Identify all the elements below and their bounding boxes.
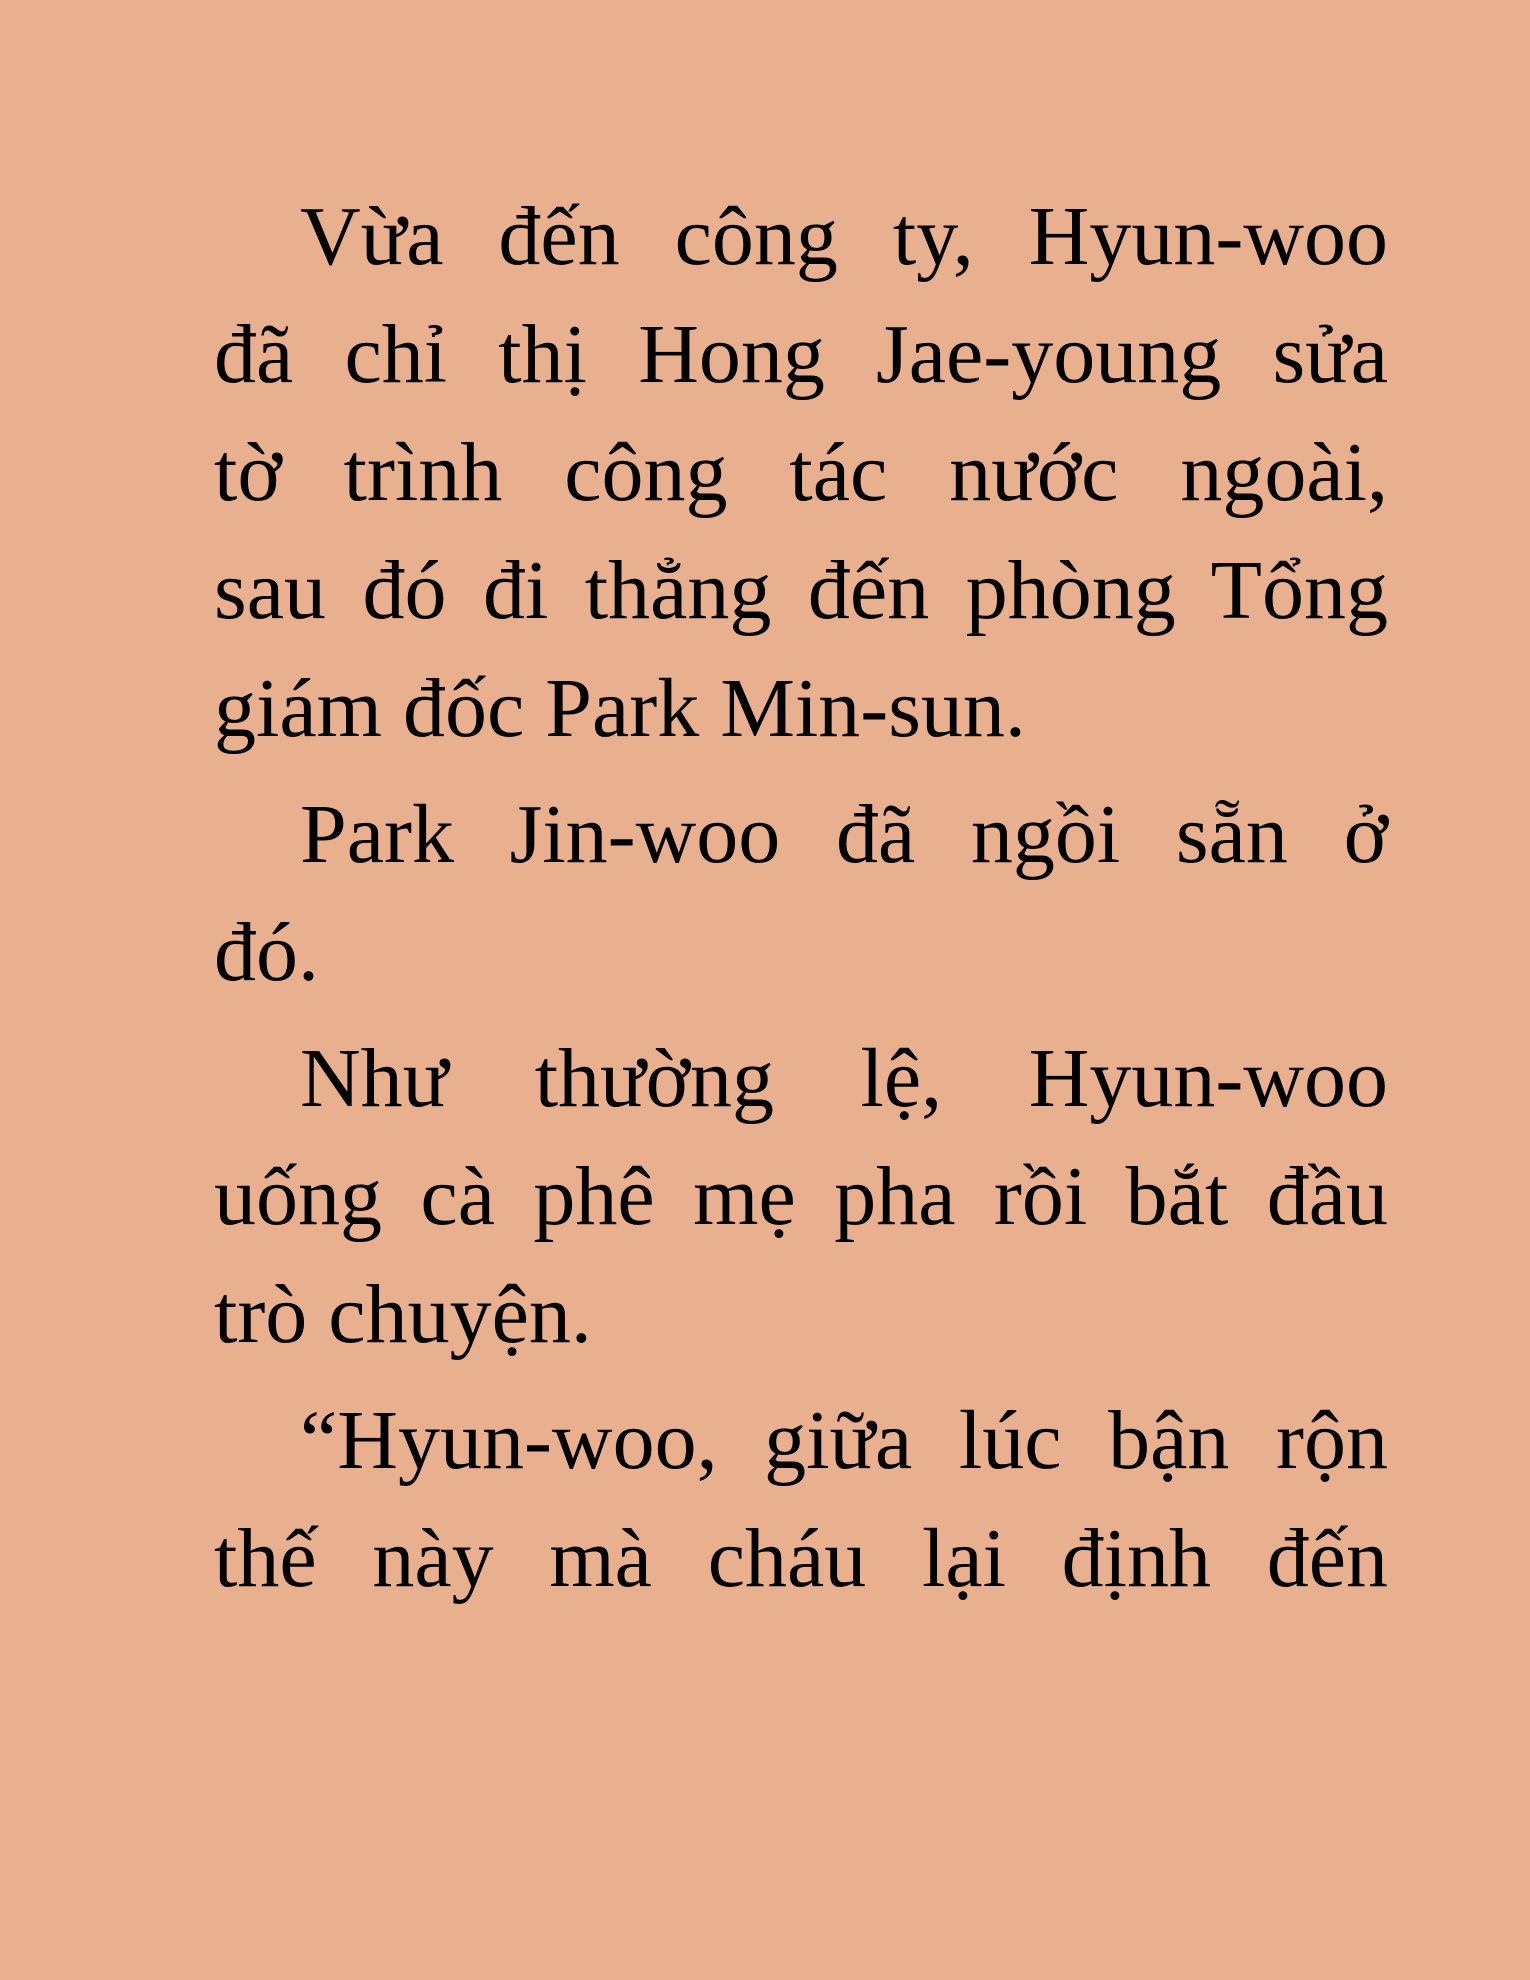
text-line: đó. <box>214 906 319 999</box>
text-line: tờ trình công tác nước ngoài, <box>214 426 1388 519</box>
paragraph-2 <box>214 776 1388 1012</box>
paragraph-4 <box>214 1382 1388 1618</box>
text-line: Park Jin-woo đã ngồi sẵn ở <box>300 788 1388 881</box>
text-line: trò chuyện. <box>214 1268 592 1361</box>
text-line: thế này mà cháu lại định đến <box>214 1512 1388 1605</box>
paragraph-1 <box>214 178 1388 768</box>
text-line: sau đó đi thẳng đến phòng Tổng <box>214 544 1388 637</box>
paragraph-3 <box>214 1020 1388 1374</box>
text-line: “Hyun-woo, giữa lúc bận rộn <box>300 1394 1388 1487</box>
document-body <box>214 178 1388 1626</box>
text-line: Vừa đến công ty, Hyun-woo <box>300 190 1388 283</box>
text-line: giám đốc Park Min-sun. <box>214 662 1026 755</box>
text-line: Như thường lệ, Hyun-woo <box>300 1032 1388 1125</box>
text-line: uống cà phê mẹ pha rồi bắt đầu <box>214 1150 1388 1243</box>
text-line: đã chỉ thị Hong Jae-young sửa <box>214 308 1388 401</box>
